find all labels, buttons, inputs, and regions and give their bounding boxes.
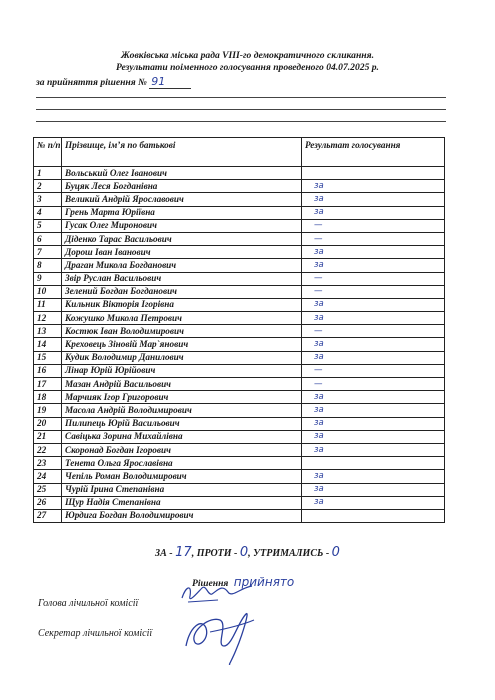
row-result: — [302, 378, 445, 391]
row-name: Дорош Іван Іванович [62, 246, 302, 259]
table-row [34, 443, 445, 456]
table-row [34, 430, 445, 443]
row-result: — [302, 219, 445, 232]
row-name: Юрдига Богдан Володимирович [62, 509, 302, 522]
table-row [34, 312, 445, 325]
chair-signature [178, 578, 258, 608]
row-number: 7 [34, 246, 62, 259]
table-row [34, 391, 445, 404]
row-name: Масола Андрій Володимирович [62, 404, 302, 417]
row-result: — [302, 232, 445, 245]
row-name: Чурій Ірина Степанівна [62, 483, 302, 496]
row-name: Звір Руслан Васильович [62, 272, 302, 285]
table-row [34, 193, 445, 206]
row-name: Мазан Андрій Васильович [62, 378, 302, 391]
header-results-line: Результати поіменного голосування проведеного 04.07.2025 р. [116, 62, 379, 73]
row-name: Тенета Ольга Ярославівна [62, 457, 302, 470]
table-row [34, 496, 445, 509]
chair-label: Голова лічильної комісії [38, 598, 139, 609]
row-result: за [302, 338, 445, 351]
row-number: 14 [34, 338, 62, 351]
row-name: Чепіль Роман Володимирович [62, 470, 302, 483]
row-name: Кожушко Микола Петрович [62, 312, 302, 325]
row-number: 20 [34, 417, 62, 430]
for-label: ЗА - [155, 548, 173, 559]
table-row [34, 351, 445, 364]
table-row [34, 259, 445, 272]
row-name: Вольський Олег Іванович [62, 167, 302, 180]
row-number: 24 [34, 470, 62, 483]
table-row [34, 457, 445, 470]
against-label: , ПРОТИ - [191, 548, 238, 559]
table-row [34, 338, 445, 351]
document-header [0, 50, 495, 74]
row-name: Грень Марта Юріївна [62, 206, 302, 219]
row-result: за [302, 259, 445, 272]
table-row [34, 167, 445, 180]
secretary-signature [180, 606, 260, 668]
table-row [34, 364, 445, 377]
row-number: 17 [34, 378, 62, 391]
row-result: за [302, 470, 445, 483]
row-number: 16 [34, 364, 62, 377]
table-row [34, 470, 445, 483]
row-result: за [302, 391, 445, 404]
row-name: Кудик Володимир Данилович [62, 351, 302, 364]
blank-line-3 [36, 121, 446, 122]
table-row [34, 180, 445, 193]
row-result: за [302, 443, 445, 456]
row-number: 23 [34, 457, 62, 470]
table-row [34, 219, 445, 232]
row-number: 26 [34, 496, 62, 509]
row-name: Зелений Богдан Богданович [62, 285, 302, 298]
row-result: за [302, 417, 445, 430]
table-row [34, 378, 445, 391]
table-row [34, 285, 445, 298]
row-number: 4 [34, 206, 62, 219]
votes-table-body [34, 167, 445, 523]
decision-result-value: прийнято [233, 575, 295, 589]
row-number: 3 [34, 193, 62, 206]
table-row [34, 325, 445, 338]
row-number: 10 [34, 285, 62, 298]
row-result [302, 167, 445, 180]
against-count: 0 [239, 545, 249, 560]
row-result: — [302, 272, 445, 285]
row-name: Драган Микола Богданович [62, 259, 302, 272]
row-number: 22 [34, 443, 62, 456]
table-row [34, 298, 445, 311]
header-council-line: Жовківська міська рада VIII-го демократичного скликання. [121, 50, 374, 61]
row-result: — [302, 325, 445, 338]
row-result: за [302, 206, 445, 219]
row-result: за [302, 246, 445, 259]
row-number: 2 [34, 180, 62, 193]
row-result: за [302, 312, 445, 325]
table-row [34, 206, 445, 219]
row-result: за [302, 430, 445, 443]
row-number: 27 [34, 509, 62, 522]
decision-line [36, 75, 191, 89]
row-name: Лінар Юрій Юрійович [62, 364, 302, 377]
col-header-result: Результат голосування [302, 138, 445, 167]
abstain-count: 0 [331, 545, 340, 560]
row-number: 8 [34, 259, 62, 272]
row-result: за [302, 496, 445, 509]
blank-line-2 [36, 109, 446, 110]
decision-number: 91 [149, 75, 191, 89]
row-number: 9 [34, 272, 62, 285]
row-name: Діденко Тарас Васильович [62, 232, 302, 245]
row-result: за [302, 483, 445, 496]
table-row [34, 509, 445, 522]
table-row [34, 404, 445, 417]
row-name: Великий Андрій Ярославович [62, 193, 302, 206]
row-number: 13 [34, 325, 62, 338]
votes-table [33, 137, 445, 523]
row-name: Щур Надія Степанівна [62, 496, 302, 509]
row-number: 15 [34, 351, 62, 364]
table-header-row [34, 138, 445, 167]
row-result: за [302, 180, 445, 193]
row-number: 12 [34, 312, 62, 325]
row-result [302, 509, 445, 522]
col-header-name: Прізвище, ім’я по батькові [62, 138, 302, 167]
row-number: 21 [34, 430, 62, 443]
blank-line-1 [36, 97, 446, 98]
table-row [34, 417, 445, 430]
table-row [34, 232, 445, 245]
row-name: Гусак Олег Миронович [62, 219, 302, 232]
row-result [302, 457, 445, 470]
vote-summary [0, 545, 495, 560]
decision-result-label: Рішення [192, 578, 229, 589]
row-result: за [302, 351, 445, 364]
row-result: — [302, 285, 445, 298]
row-name: Кильник Вікторія Ігорівна [62, 298, 302, 311]
row-result: за [302, 298, 445, 311]
row-result: за [302, 404, 445, 417]
row-number: 6 [34, 232, 62, 245]
row-number: 1 [34, 167, 62, 180]
secretary-label: Секретар лічильної комісії [38, 628, 153, 639]
abstain-label: , УТРИМАЛИСЬ - [248, 548, 330, 559]
row-result: за [302, 193, 445, 206]
row-number: 11 [34, 298, 62, 311]
table-row [34, 272, 445, 285]
col-header-no: № п/п [34, 138, 62, 167]
row-number: 25 [34, 483, 62, 496]
row-name: Марчияк Ігор Григорович [62, 391, 302, 404]
row-result: — [302, 364, 445, 377]
table-row [34, 246, 445, 259]
row-name: Креховець Зіновій Мар`янович [62, 338, 302, 351]
row-number: 19 [34, 404, 62, 417]
row-name: Костюк Іван Володимирович [62, 325, 302, 338]
decision-label: за прийняття рішення № [36, 77, 147, 88]
row-number: 5 [34, 219, 62, 232]
row-name: Пилипець Юрій Васильович [62, 417, 302, 430]
row-name: Буцяк Леся Богданівна [62, 180, 302, 193]
row-name: Скоронад Богдан Ігорович [62, 443, 302, 456]
for-count: 17 [175, 545, 192, 560]
table-row [34, 483, 445, 496]
row-number: 18 [34, 391, 62, 404]
row-name: Савіцька Зорина Михайлівна [62, 430, 302, 443]
